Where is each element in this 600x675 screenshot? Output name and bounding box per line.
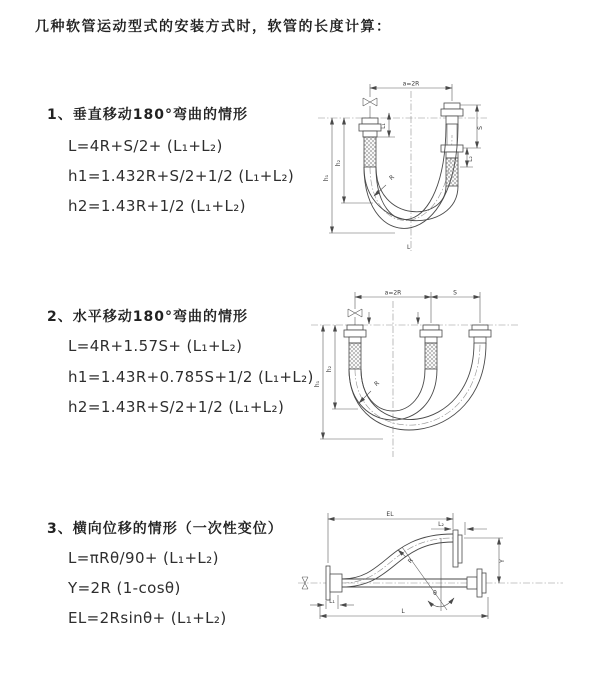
- dim-label-length: L: [407, 244, 411, 251]
- dim-label-stroke: S: [453, 289, 457, 297]
- dim-label-offset: Y: [499, 559, 506, 563]
- right-flange: [469, 325, 491, 343]
- dim-label-stroke: S: [477, 126, 484, 130]
- dim-label-theta: θ: [433, 590, 437, 597]
- dim-label-radius: R: [388, 173, 396, 182]
- dim-label-el: EL: [386, 511, 394, 518]
- section1-formula-L: L=4R+S/2+ (L₁+L₂): [68, 137, 223, 155]
- dim-label-span: a=2R: [384, 289, 402, 297]
- centerlines: [311, 301, 520, 457]
- section2-heading: 2、水平移动180°弯曲的情形: [47, 309, 248, 325]
- dim-label-h1: h₁: [323, 174, 330, 182]
- section1-heading: 1、垂直移动180°弯曲的情形: [47, 107, 248, 123]
- section3-formula-Y: Y=2R (1-cosθ): [68, 579, 181, 597]
- dim-label-h1: h₁: [314, 380, 321, 388]
- diagram-vertical-180-bend: [315, 75, 525, 255]
- valve-icon: [348, 309, 362, 325]
- dim-label-l2: L₂: [467, 156, 474, 162]
- lower-right-flange: [467, 569, 486, 597]
- page-title: 几种软管运动型式的安装方式时，软管的长度计算：: [35, 19, 392, 35]
- left-flange: [344, 325, 366, 369]
- dim-label-l1: L₁: [329, 598, 335, 605]
- dim-label-h2: h₂: [326, 365, 333, 373]
- dim-label-span: a=2R: [402, 80, 420, 88]
- diagram-horizontal-180-bend: [308, 287, 523, 462]
- dim-label-h2: h₂: [335, 159, 342, 167]
- section2-formula-h1: h1=1.43R+0.785S+1/2 (L₁+L₂): [68, 368, 314, 386]
- dimension-lines: [310, 513, 503, 619]
- dim-label-l2: L₂: [438, 521, 444, 528]
- hose-curves: [342, 534, 467, 587]
- section1-formula-h1: h1=1.432R+S/2+1/2 (L₁+L₂): [68, 167, 295, 185]
- section3-formula-L: L=πRθ/90+ (L₁+L₂): [68, 549, 219, 567]
- section1-formula-h2: h2=1.43R+1/2 (L₁+L₂): [68, 197, 246, 215]
- dimension-lines: [320, 289, 480, 439]
- dim-label-l1: L₁: [380, 123, 387, 129]
- upper-right-flange: [453, 530, 462, 567]
- section2-formula-L: L=4R+1.57S+ (L₁+L₂): [68, 337, 243, 355]
- left-flange: [359, 118, 381, 167]
- dim-label-radius: R: [373, 379, 381, 388]
- section3-heading: 3、横向位移的情形（一次性变位）: [47, 521, 283, 537]
- diagram-lateral-displacement: [295, 505, 600, 645]
- hose-curves: [349, 343, 486, 430]
- dim-label-radius: R: [406, 557, 415, 565]
- section3-formula-EL: EL=2Rsinθ+ (L₁+L₂): [68, 609, 227, 627]
- dim-label-length: L: [401, 608, 405, 615]
- valve-icon: [363, 98, 377, 118]
- right-flange-upper: [441, 103, 463, 145]
- angle-construction: [402, 538, 454, 611]
- section2-formula-h2: h2=1.43R+S/2+1/2 (L₁+L₂): [68, 398, 285, 416]
- middle-flange: [420, 325, 442, 369]
- left-flange: [326, 566, 342, 600]
